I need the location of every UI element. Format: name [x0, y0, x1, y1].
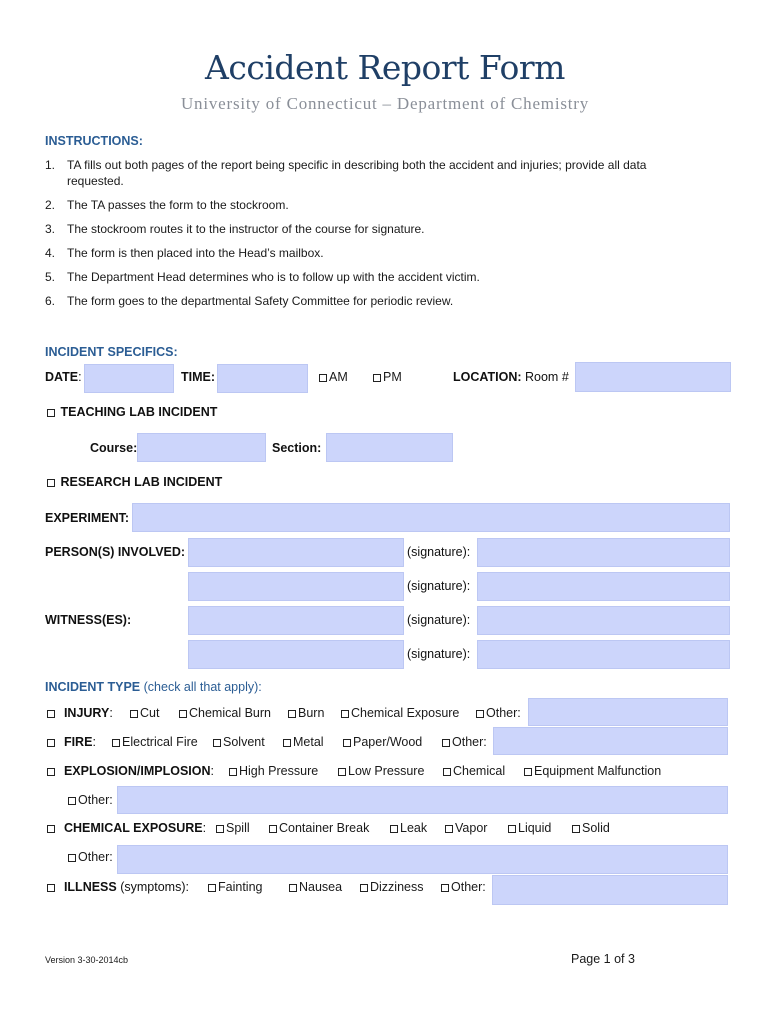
- injury-chemical-burn-option[interactable]: Chemical Burn: [179, 706, 271, 720]
- persons-involved-label: PERSON(S) INVOLVED:: [45, 545, 186, 559]
- person-involved-field[interactable]: [188, 538, 404, 567]
- checkbox-icon[interactable]: [288, 710, 296, 718]
- explosion-option[interactable]: EXPLOSION/IMPLOSION:: [47, 764, 214, 778]
- explosion-chemical-option[interactable]: Chemical: [443, 764, 505, 778]
- checkbox-icon[interactable]: [390, 825, 398, 833]
- explosion-low-pressure-option[interactable]: Low Pressure: [338, 764, 424, 778]
- time-label: TIME:: [181, 370, 216, 384]
- injury-other-field[interactable]: [528, 698, 728, 726]
- checkbox-icon[interactable]: [343, 739, 351, 747]
- checkbox-icon[interactable]: [360, 884, 368, 892]
- checkbox-icon[interactable]: [289, 884, 297, 892]
- fire-solvent-option[interactable]: Solvent: [213, 735, 265, 749]
- form-title: Accident Report Form: [205, 48, 565, 87]
- checkbox-icon[interactable]: [130, 710, 138, 718]
- checkbox-icon[interactable]: [47, 409, 55, 417]
- chemical-other-option[interactable]: Other:: [68, 850, 113, 864]
- checkbox-icon[interactable]: [373, 374, 381, 382]
- checkbox-icon[interactable]: [213, 739, 221, 747]
- checkbox-icon[interactable]: [47, 825, 55, 833]
- checkbox-icon[interactable]: [445, 825, 453, 833]
- room-field[interactable]: [575, 362, 731, 392]
- person-signature-field[interactable]: [477, 572, 730, 601]
- incident-type-heading: INCIDENT TYPE (check all that apply):: [45, 680, 262, 694]
- witness-field[interactable]: [188, 640, 404, 669]
- explosion-equipment-malfunction-option[interactable]: Equipment Malfunction: [524, 764, 661, 778]
- person-signature-field[interactable]: [477, 538, 730, 567]
- fire-metal-option[interactable]: Metal: [283, 735, 324, 749]
- witness-field[interactable]: [188, 606, 404, 635]
- illness-option[interactable]: ILLNESS (symptoms):: [47, 880, 189, 894]
- checkbox-icon[interactable]: [208, 884, 216, 892]
- instruction-text: TA fills out both pages of the report being specific in describing both the accident and injuries; provide all data requested.: [67, 158, 647, 188]
- witnesses-label: WITNESS(ES):: [45, 613, 132, 627]
- checkbox-icon[interactable]: [442, 739, 450, 747]
- explosion-other-option[interactable]: Other:: [68, 793, 113, 807]
- signature-label: (signature):: [407, 579, 471, 593]
- time-field[interactable]: [217, 364, 308, 393]
- instruction-number: 3.: [45, 222, 56, 236]
- date-label: DATE:: [45, 370, 82, 384]
- checkbox-icon[interactable]: [338, 768, 346, 776]
- checkbox-icon[interactable]: [341, 710, 349, 718]
- instruction-number: 6.: [45, 294, 56, 308]
- witness-signature-field[interactable]: [477, 640, 730, 669]
- chemical-solid-option[interactable]: Solid: [572, 821, 610, 835]
- checkbox-icon[interactable]: [112, 739, 120, 747]
- checkbox-icon[interactable]: [216, 825, 224, 833]
- location-label: LOCATION: Room #: [453, 370, 569, 384]
- chemical-vapor-option[interactable]: Vapor: [445, 821, 487, 835]
- instruction-number: 2.: [45, 198, 56, 212]
- checkbox-icon[interactable]: [283, 739, 291, 747]
- instruction-number: 5.: [45, 270, 56, 284]
- checkbox-icon[interactable]: [47, 739, 55, 747]
- checkbox-icon[interactable]: [476, 710, 484, 718]
- checkbox-icon[interactable]: [68, 854, 76, 862]
- version-label: Version 3-30-2014cb: [45, 955, 129, 965]
- fire-electrical-option[interactable]: Electrical Fire: [112, 735, 198, 749]
- illness-other-field[interactable]: [492, 875, 728, 905]
- person-involved-field[interactable]: [188, 572, 404, 601]
- explosion-high-pressure-option[interactable]: High Pressure: [229, 764, 318, 778]
- form-subtitle: University of Connecticut – Department of Chemistry: [180, 94, 590, 113]
- chemical-spill-option[interactable]: Spill: [216, 821, 250, 835]
- checkbox-icon[interactable]: [229, 768, 237, 776]
- instruction-text: The stockroom routes it to the instructor of the course for signature.: [67, 222, 425, 236]
- fire-paper-wood-option[interactable]: Paper/Wood: [343, 735, 422, 749]
- explosion-other-field[interactable]: [117, 786, 728, 814]
- chemical-exposure-option[interactable]: CHEMICAL EXPOSURE:: [47, 821, 206, 835]
- instruction-text: The Department Head determines who is to follow up with the accident victim.: [67, 270, 480, 284]
- research-lab-option[interactable]: RESEARCH LAB INCIDENT: [47, 475, 222, 489]
- checkbox-icon[interactable]: [524, 768, 532, 776]
- signature-label: (signature):: [407, 613, 471, 627]
- incident-specifics-heading: INCIDENT SPECIFICS:: [45, 345, 178, 359]
- chemical-liquid-option[interactable]: Liquid: [508, 821, 551, 835]
- experiment-label: EXPERIMENT:: [45, 511, 130, 525]
- injury-burn-option[interactable]: Burn: [288, 706, 324, 720]
- fire-option[interactable]: FIRE:: [47, 735, 96, 749]
- checkbox-icon[interactable]: [68, 797, 76, 805]
- checkbox-icon[interactable]: [269, 825, 277, 833]
- signature-label: (signature):: [407, 647, 471, 661]
- illness-dizziness-option[interactable]: Dizziness: [360, 880, 424, 894]
- fire-other-field[interactable]: [493, 727, 728, 755]
- section-field[interactable]: [326, 433, 453, 462]
- checkbox-icon[interactable]: [179, 710, 187, 718]
- illness-other-option[interactable]: Other:: [441, 880, 486, 894]
- instructions-heading: INSTRUCTIONS:: [45, 134, 143, 148]
- am-option[interactable]: AM: [319, 370, 348, 384]
- illness-nausea-option[interactable]: Nausea: [289, 880, 342, 894]
- checkbox-icon[interactable]: [508, 825, 516, 833]
- instruction-text: The form is then placed into the Head’s mailbox.: [67, 246, 324, 260]
- section-label: Section:: [272, 441, 322, 455]
- witness-signature-field[interactable]: [477, 606, 730, 635]
- checkbox-icon[interactable]: [47, 479, 55, 487]
- instruction-number: 4.: [45, 246, 56, 260]
- checkbox-icon[interactable]: [441, 884, 449, 892]
- experiment-field[interactable]: [132, 503, 730, 532]
- checkbox-icon[interactable]: [47, 768, 55, 776]
- chemical-leak-option[interactable]: Leak: [390, 821, 427, 835]
- instructions-list: [45, 157, 705, 317]
- injury-option[interactable]: INJURY:: [47, 706, 113, 720]
- chemical-container-break-option[interactable]: Container Break: [269, 821, 369, 835]
- course-label: Course:: [90, 441, 138, 455]
- instruction-number: 1.: [45, 158, 56, 172]
- date-field[interactable]: [84, 364, 174, 393]
- checkbox-icon[interactable]: [443, 768, 451, 776]
- chemical-other-field[interactable]: [117, 845, 728, 874]
- injury-chemical-exposure-option[interactable]: Chemical Exposure: [341, 706, 459, 720]
- checkbox-icon[interactable]: [47, 710, 55, 718]
- fire-other-option[interactable]: Other:: [442, 735, 487, 749]
- illness-fainting-option[interactable]: Fainting: [208, 880, 262, 894]
- teaching-lab-option[interactable]: TEACHING LAB INCIDENT: [47, 405, 217, 419]
- checkbox-icon[interactable]: [47, 884, 55, 892]
- instruction-text: The TA passes the form to the stockroom.: [67, 198, 289, 212]
- signature-label: (signature):: [407, 545, 471, 559]
- injury-cut-option[interactable]: Cut: [130, 706, 159, 720]
- checkbox-icon[interactable]: [319, 374, 327, 382]
- injury-other-option[interactable]: Other:: [476, 706, 521, 720]
- page-number: Page 1 of 3: [571, 952, 635, 966]
- pm-option[interactable]: PM: [373, 370, 402, 384]
- course-field[interactable]: [137, 433, 266, 462]
- checkbox-icon[interactable]: [572, 825, 580, 833]
- instruction-text: The form goes to the departmental Safety Committee for periodic review.: [67, 294, 454, 308]
